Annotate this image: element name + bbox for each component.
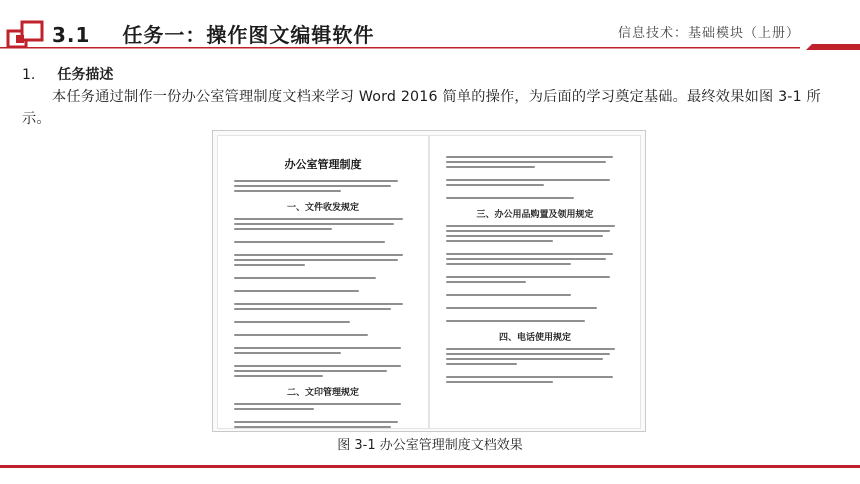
header [0,0,860,60]
task-description-text: 本任务通过制作一份办公室管理制度文档来学习 Word 2016 简单的操作，为后面的学习奠定基础。最终效果如图 3-1 所示。 [22,89,821,127]
document-title: 办公室管理制度 [284,158,362,171]
document-preview-figure [212,130,646,432]
task-heading-number: 1. [22,67,36,83]
document-page-left [217,135,429,429]
figure-caption: 图 3-1 办公室管理制度文档效果 [337,438,523,453]
document-heading: 二、文印管理规定 [286,388,359,398]
task-heading [22,64,113,84]
section-title: 任务一：操作图文编辑软件 [122,23,375,47]
task-description [22,86,842,130]
subject-label: 信息技术：基础模块（上册） [617,26,800,41]
header-divider [0,44,860,50]
section-number: 3.1 [52,23,91,47]
document-page-right [429,135,641,429]
task-heading-label: 任务描述 [57,67,114,83]
footer-divider [0,465,860,468]
document-heading: 一、文件收发规定 [286,203,359,213]
document-heading: 四、电话使用规定 [498,333,571,343]
document-heading: 三、办公用品购置及领用规定 [476,210,594,220]
